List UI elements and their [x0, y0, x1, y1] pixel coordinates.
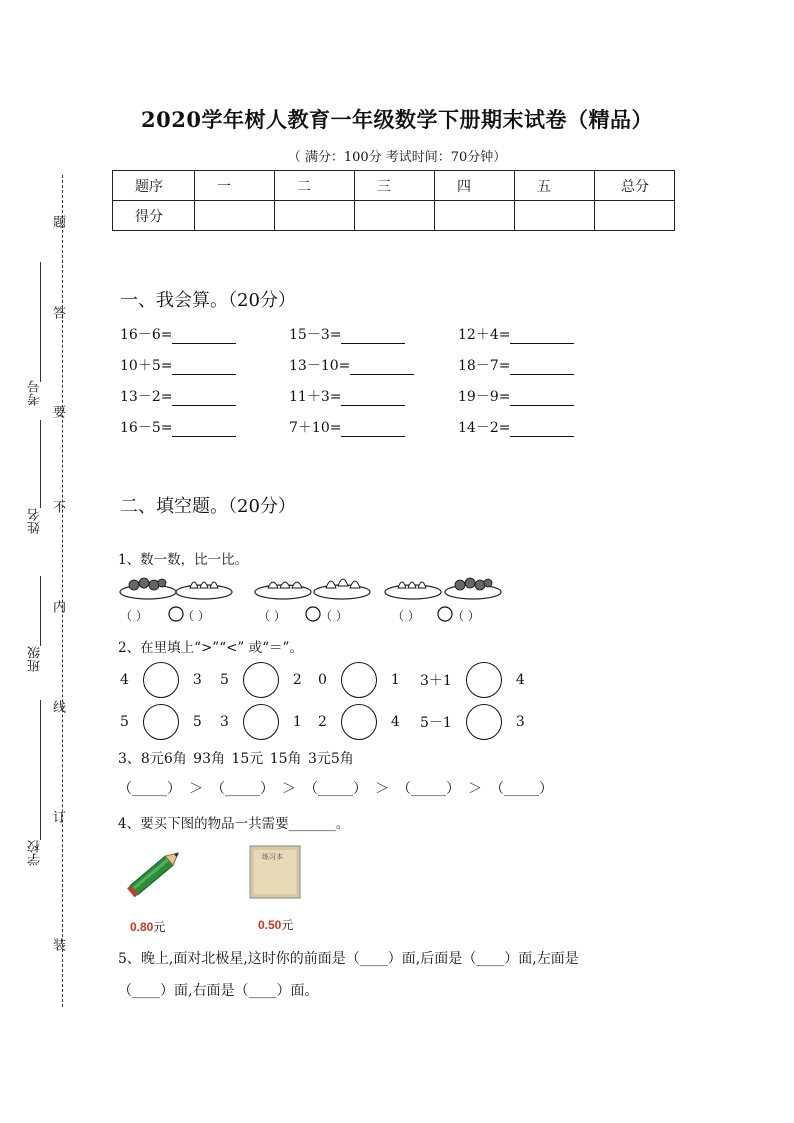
- calc-expression: 7＋10=: [289, 420, 342, 436]
- compare-right: 3: [192, 672, 202, 688]
- calc-item: [458, 417, 574, 437]
- sidebar-char: 不: [50, 500, 65, 513]
- table-cell: 得分: [113, 201, 195, 231]
- compare-right: 3: [515, 714, 525, 730]
- answer-paren[interactable]: （ ）: [182, 609, 210, 623]
- table-cell: 二: [275, 171, 355, 201]
- pencil-icon: [124, 842, 188, 904]
- answer-blank[interactable]: （_____）: [397, 781, 460, 797]
- answer-blank[interactable]: [510, 329, 574, 344]
- calc-expression: 15－3=: [289, 327, 342, 343]
- order-row: [118, 778, 553, 798]
- answer-blank[interactable]: [341, 329, 405, 344]
- table-row: [113, 201, 675, 231]
- score-input-cell[interactable]: [515, 201, 595, 231]
- compare-item: [120, 704, 202, 740]
- compare-left: 3: [220, 714, 229, 730]
- price-value: 0.50: [258, 918, 282, 932]
- calc-item: [120, 417, 236, 437]
- price-value: 0.80: [130, 920, 154, 934]
- notebook-label: 练习本: [262, 853, 283, 861]
- calc-expression: 16－5=: [120, 420, 173, 436]
- answer-blank[interactable]: [510, 422, 574, 437]
- answer-blank[interactable]: [172, 360, 236, 375]
- sidebar-char: 要: [50, 405, 65, 418]
- answer-blank[interactable]: （_____）: [304, 781, 367, 797]
- score-table: [112, 170, 675, 231]
- score-input-cell[interactable]: [275, 201, 355, 231]
- table-cell: 五: [515, 171, 595, 201]
- sidebar-char: 装: [50, 938, 65, 951]
- greater-sign: ＞: [375, 781, 389, 797]
- compare-circle[interactable]: [243, 704, 279, 740]
- answer-blank[interactable]: [510, 360, 574, 375]
- calc-expression: 11＋3=: [289, 389, 342, 405]
- page-title: 2020学年树人教育一年级数学下册期末试卷（精品）: [141, 107, 653, 132]
- compare-item: [420, 662, 525, 698]
- answer-blank[interactable]: [172, 422, 236, 437]
- compare-circle[interactable]: [341, 704, 377, 740]
- calc-expression: 14－2=: [458, 420, 511, 436]
- answer-blank[interactable]: [350, 360, 414, 375]
- calc-item: [458, 355, 574, 375]
- calc-item: [120, 355, 236, 375]
- price-label: [130, 918, 165, 935]
- price-unit: 元: [153, 920, 166, 934]
- compare-item: [120, 662, 202, 698]
- compare-right: 4: [390, 714, 400, 730]
- compare-item: [318, 704, 400, 740]
- calc-expression: 13－2=: [120, 389, 173, 405]
- table-cell: 四: [435, 171, 515, 201]
- calc-item: [289, 417, 405, 437]
- answer-paren[interactable]: （ ）: [392, 609, 420, 623]
- compare-right: 4: [515, 672, 525, 688]
- sidebar-char: 内: [50, 600, 65, 613]
- exam-info: （ 满分：100分 考试时间：70分钟）: [287, 150, 507, 165]
- question-4: 4、要买下图的物品一共需要_______。: [118, 816, 350, 832]
- binding-line: [62, 175, 63, 1007]
- price-label: [258, 916, 293, 933]
- calc-item: [120, 324, 236, 344]
- calc-item: [458, 324, 574, 344]
- answer-paren[interactable]: （ ）: [320, 609, 348, 623]
- compare-circle[interactable]: [341, 662, 377, 698]
- answer-blank[interactable]: [172, 391, 236, 406]
- compare-circle[interactable]: [466, 704, 502, 740]
- score-input-cell[interactable]: [595, 201, 675, 231]
- compare-item: [420, 704, 525, 740]
- compare-circle[interactable]: [143, 662, 179, 698]
- compare-right: 1: [390, 672, 400, 688]
- question-5: 5、晚上,面对北极星,这时你的前面是（____）面,后面是（____）面,左面是: [118, 951, 579, 967]
- compare-item: [220, 662, 302, 698]
- label-name: 姓名: [28, 508, 43, 534]
- compare-item: [220, 704, 302, 740]
- compare-circle[interactable]: [466, 662, 502, 698]
- calc-item: [289, 324, 405, 344]
- compare-left: 5: [120, 714, 129, 730]
- compare-circle[interactable]: [243, 662, 279, 698]
- score-input-cell[interactable]: [195, 201, 275, 231]
- answer-blank[interactable]: [510, 391, 574, 406]
- fruit-plates-figure: [118, 570, 508, 622]
- score-input-cell[interactable]: [355, 201, 435, 231]
- plate-icon: [120, 585, 501, 599]
- greater-sign: ＞: [189, 781, 203, 797]
- calc-expression: 19－9=: [458, 389, 511, 405]
- compare-left: 2: [318, 714, 327, 730]
- answer-paren[interactable]: （ ）: [258, 609, 286, 623]
- section-heading: 二、填空题。（20分）: [120, 496, 296, 517]
- sidebar-char: 答: [50, 306, 65, 319]
- answer-blank[interactable]: （_____）: [118, 781, 181, 797]
- question-3: 3、8元6角 93角 15元 15角 3元5角: [118, 751, 354, 767]
- table-cell: 题序: [113, 171, 195, 201]
- calc-item: [458, 386, 574, 406]
- answer-blank[interactable]: （_____）: [490, 781, 553, 797]
- calc-expression: 16－6=: [120, 327, 173, 343]
- label-school: 学校: [28, 840, 43, 866]
- calc-expression: 18－7=: [458, 358, 511, 374]
- compare-left: 3＋1: [420, 673, 452, 689]
- question-2: 2、在里填上“>”“<” 或“＝”。: [118, 640, 303, 656]
- fill-line-class: [40, 576, 41, 646]
- calc-item: [120, 386, 236, 406]
- price-unit: 元: [281, 918, 294, 932]
- sidebar-char: 订: [50, 810, 65, 823]
- label-exam-no: 考号: [28, 380, 43, 406]
- answer-blank[interactable]: [341, 422, 405, 437]
- greater-sign: ＞: [468, 781, 482, 797]
- table-cell: 三: [355, 171, 435, 201]
- calc-expression: 13－10=: [289, 358, 351, 374]
- fill-line-school: [40, 700, 41, 840]
- calc-expression: 10＋5=: [120, 358, 173, 374]
- table-row: [113, 171, 675, 201]
- greater-sign: ＞: [282, 781, 296, 797]
- compare-right: 5: [192, 714, 202, 730]
- compare-left: 4: [120, 672, 129, 688]
- fill-line-exam-no: [40, 262, 41, 382]
- compare-right: 2: [292, 672, 302, 688]
- calc-expression: 12＋4=: [458, 327, 511, 343]
- compare-left: 5: [220, 672, 229, 688]
- answer-paren[interactable]: （ ）: [120, 609, 148, 623]
- table-cell: 一: [195, 171, 275, 201]
- compare-right: 1: [292, 714, 302, 730]
- question-5-cont: （____）面,右面是（____）面。: [118, 983, 319, 999]
- question-1: 1、数一数，比一比。: [118, 552, 249, 568]
- fill-line-name: [40, 420, 41, 508]
- answer-blank[interactable]: （_____）: [211, 781, 274, 797]
- calc-item: [289, 355, 414, 375]
- sidebar-char: 题: [50, 215, 65, 228]
- score-input-cell[interactable]: [435, 201, 515, 231]
- answer-paren[interactable]: （ ）: [452, 609, 480, 623]
- compare-left: 0: [318, 672, 327, 688]
- section-heading: 一、我会算。（20分）: [120, 290, 296, 311]
- answer-blank[interactable]: [172, 329, 236, 344]
- answer-blank[interactable]: [341, 391, 405, 406]
- compare-circle[interactable]: [143, 704, 179, 740]
- pear-icon: [190, 579, 426, 588]
- table-cell: 总分: [595, 171, 675, 201]
- calc-item: [289, 386, 405, 406]
- label-class: 班级: [28, 646, 43, 672]
- compare-item: [318, 662, 400, 698]
- compare-left: 5－1: [420, 715, 452, 731]
- sidebar-char: 线: [50, 700, 65, 713]
